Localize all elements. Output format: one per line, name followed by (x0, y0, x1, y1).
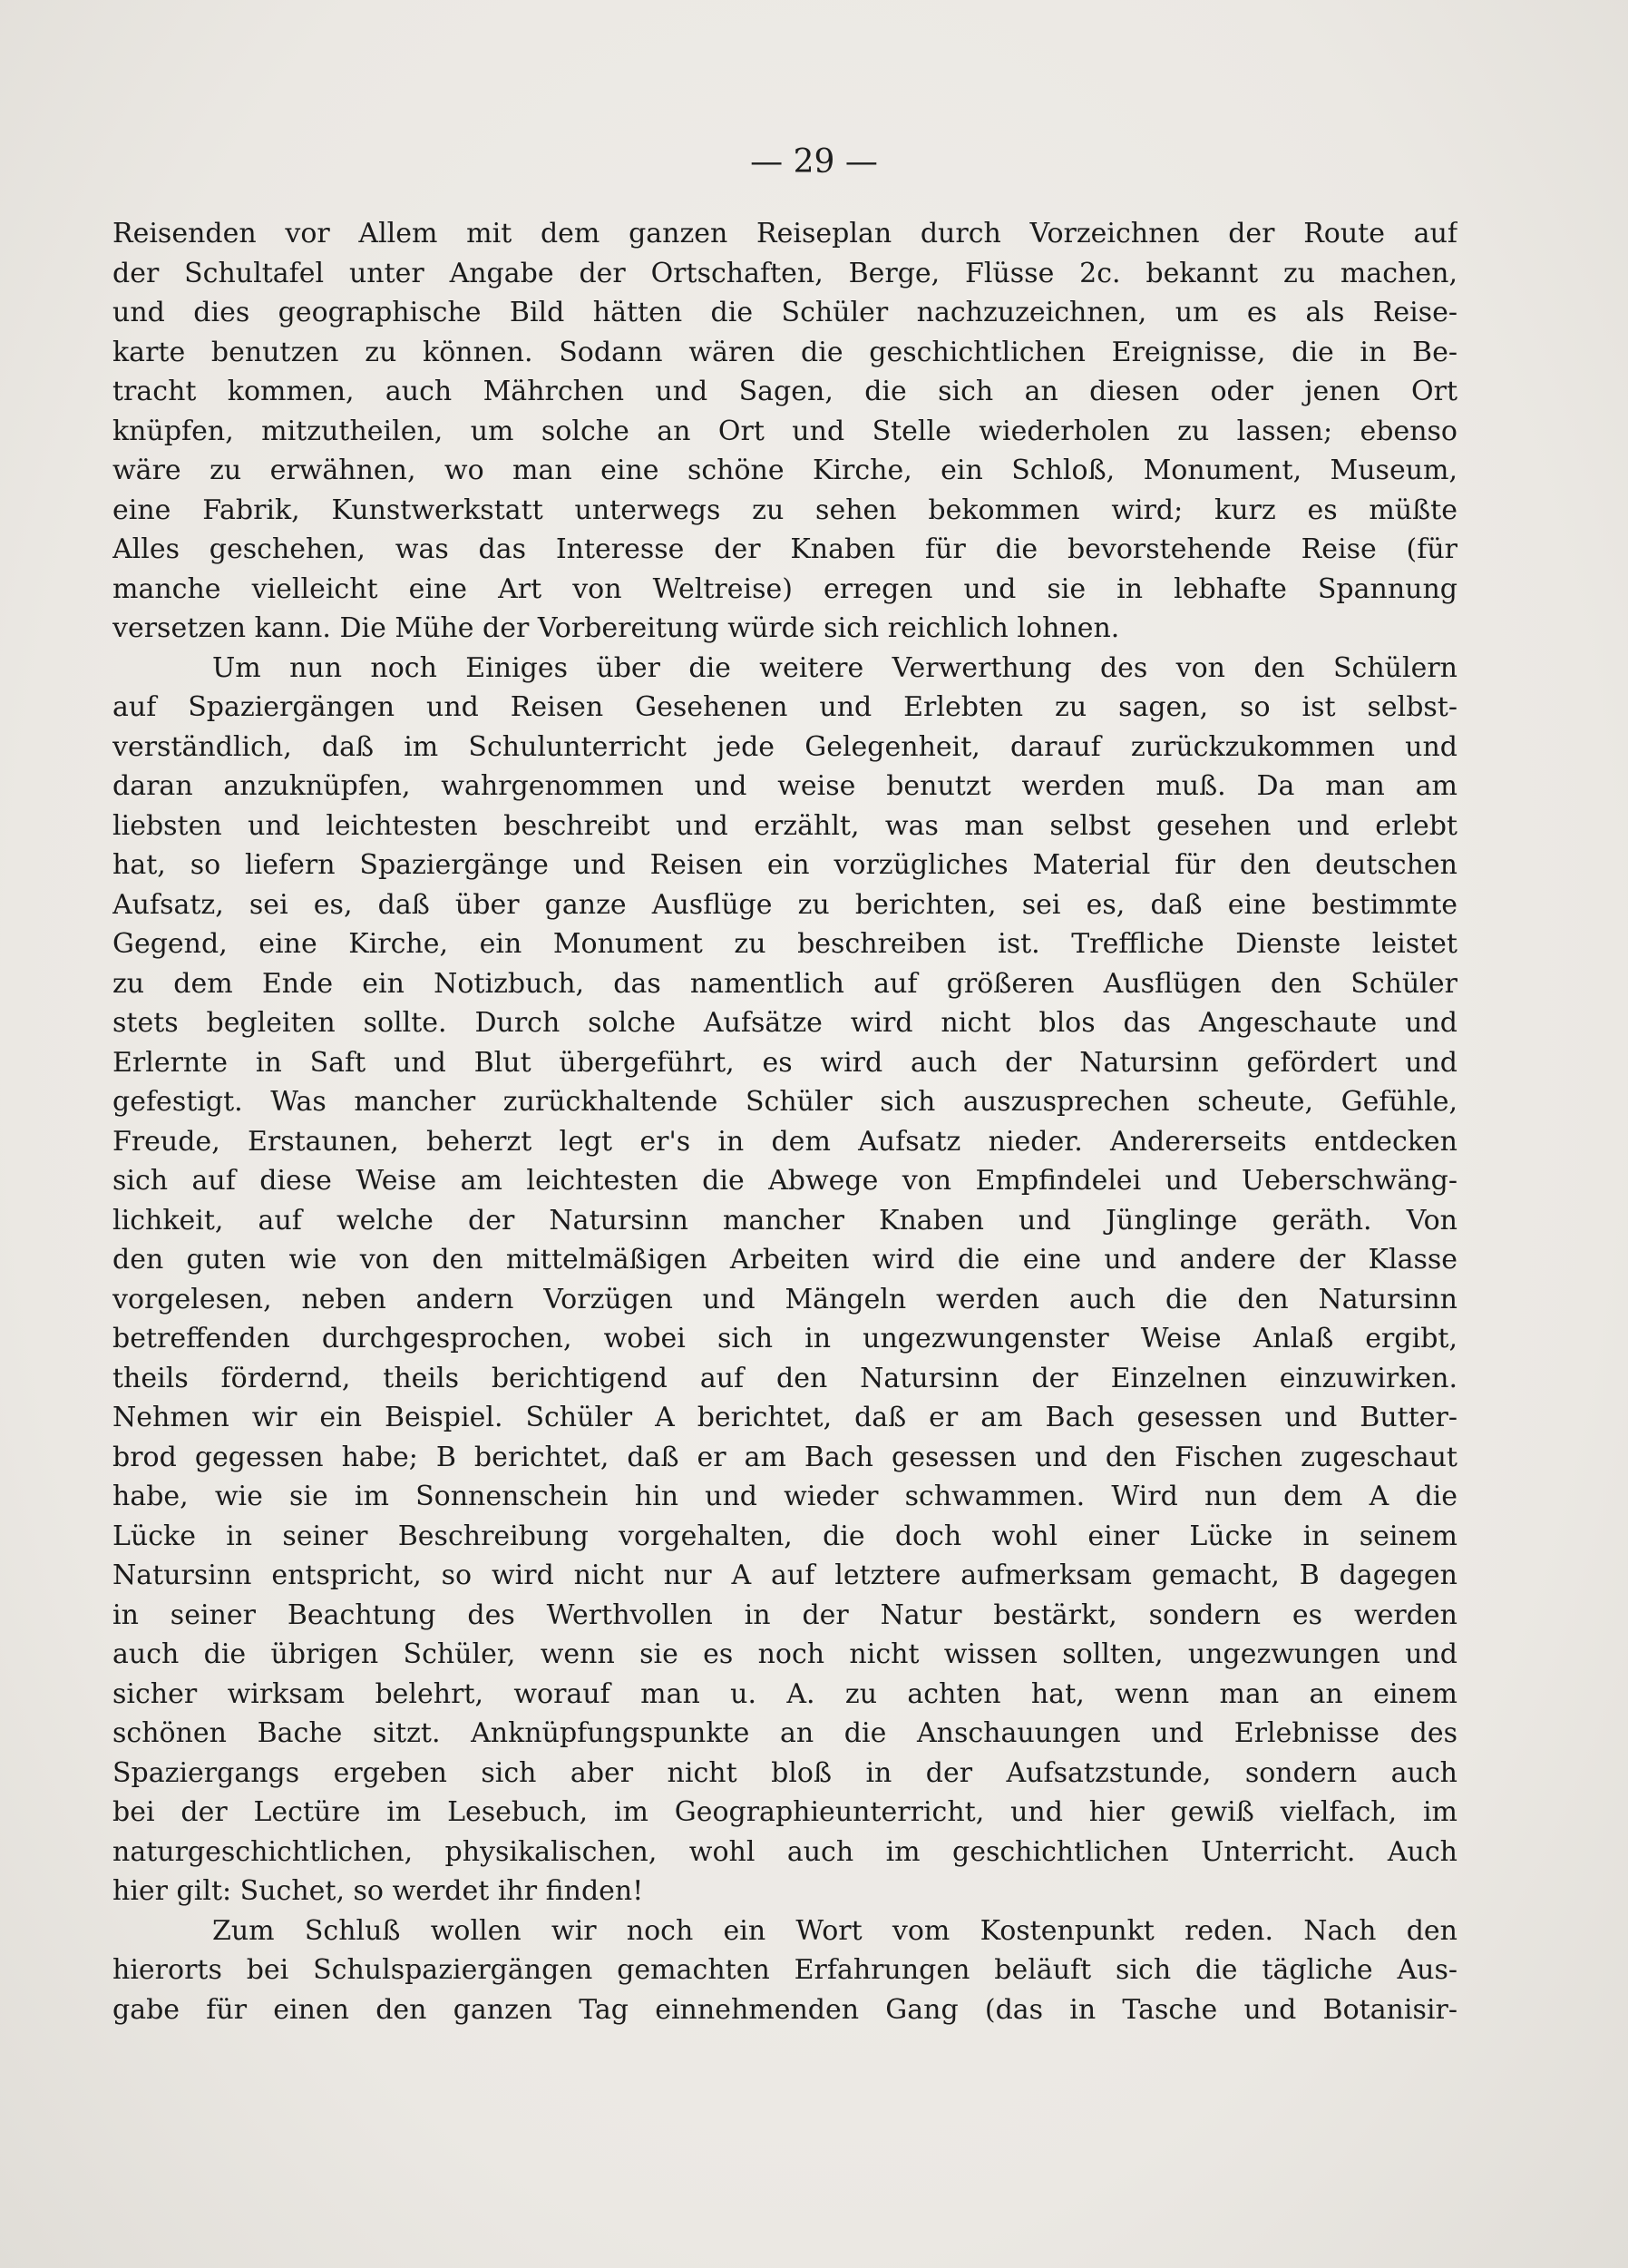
paragraph-start-line: Um nun noch Einiges über die weitere Verwerthung des von den Schülern (212, 651, 1457, 684)
text-line: Erlernte in Saft und Blut übergeführt, es wird auch der Natursinn gefördert und (112, 1046, 1457, 1079)
text-line: naturgeschichtlichen, physikalischen, wohl auch im geschichtlichen Unterricht. Auch (112, 1835, 1457, 1868)
text-line: Freude, Erstaunen, beherzt legt er's in dem Aufsatz nieder. Andererseits entdecken (112, 1125, 1457, 1158)
text-line: den guten wie von den mittelmäßigen Arbeiten wird die eine und andere der Klasse (112, 1244, 1457, 1276)
text-line: Natursinn entspricht, so wird nicht nur A auf letztere aufmerksam gemacht, B dagegen (112, 1559, 1457, 1591)
text-line: zu dem Ende ein Notizbuch, das namentlich auf größeren Ausflügen den Schüler (112, 967, 1457, 1000)
text-line: knüpfen, mitzutheilen, um solche an Ort und Stelle wiederholen zu lassen; ebenso (112, 415, 1457, 447)
text-line: verständlich, daß im Schulunterricht jede Gelegenheit, darauf zurückzukommen und (112, 730, 1457, 763)
text-line: wäre zu erwähnen, wo man eine schöne Kirche, ein Schloß, Monument, Museum, (112, 455, 1457, 486)
text-line: liebsten und leichtesten beschreibt und erzählt, was man selbst gesehen und erlebt (112, 809, 1457, 842)
text-line: schönen Bache sitzt. Anknüpfungspunkte an die Anschauungen und Erlebnisse des (112, 1717, 1457, 1749)
text-line: tracht kommen, auch Mährchen und Sagen, die sich an diesen oder jenen Ort (112, 376, 1457, 407)
text-line: gabe für einen den ganzen Tag einnehmenden Gang (das in Tasche und Botanisir- (112, 1993, 1457, 2026)
text-line: und dies geographische Bild hätten die Schüler nachzuzeichnen, um es als Reise- (112, 297, 1457, 328)
text-line: Lücke in seiner Beschreibung vorgehalten, die doch wohl einer Lücke in seinem (112, 1520, 1457, 1552)
text-line: habe, wie sie im Sonnenschein hin und wieder schwammen. Wird nun dem A die (112, 1481, 1457, 1512)
text-line: Reisenden vor Allem mit dem ganzen Reiseplan durch Vorzeichnen der Route auf (112, 218, 1457, 249)
text-line: lichkeit, auf welche der Natursinn mancher Knaben und Jünglinge geräth. Von (112, 1204, 1457, 1237)
body-text (112, 214, 1457, 2029)
text-line: in seiner Beachtung des Werthvollen in der Natur bestärkt, sondern es werden (112, 1598, 1457, 1631)
text-line: der Schultafel unter Angabe der Ortschaften, Berge, Flüsse 2c. bekannt zu machen, (112, 257, 1457, 289)
text-line: auch die übrigen Schüler, wenn sie es noch nicht wissen sollten, ungezwungen und (112, 1638, 1457, 1670)
text-line: manche vielleicht eine Art von Weltreise) erregen und sie in lebhafte Spannung (112, 572, 1457, 605)
text-line: sich auf diese Weise am leichtesten die Abwege von Empfindelei und Ueberschwäng- (112, 1165, 1457, 1197)
text-line: Aufsatz, sei es, daß über ganze Ausflüge zu berichten, sei es, daß eine bestimmte (112, 888, 1457, 921)
text-line: Gegend, eine Kirche, ein Monument zu beschreiben ist. Treffliche Dienste leistet (112, 928, 1457, 960)
paragraph-start-line: Zum Schluß wollen wir noch ein Wort vom Kostenpunkt reden. Nach den (212, 1914, 1457, 1947)
text-line: betreffenden durchgesprochen, wobei sich in ungezwungenster Weise Anlaß ergibt, (112, 1323, 1457, 1354)
text-line: hier gilt: Suchet, so werdet ihr finden! (112, 1875, 644, 1907)
text-line: Nehmen wir ein Beispiel. Schüler A berichtet, daß er am Bach gesessen und Butter- (112, 1402, 1457, 1433)
text-line: bei der Lectüre im Lesebuch, im Geographieunterricht, und hier gewiß vielfach, im (112, 1796, 1457, 1828)
text-line: karte benutzen zu können. Sodann wären die geschichtlichen Ereignisse, die in Be- (112, 336, 1457, 368)
text-line: eine Fabrik, Kunstwerkstatt unterwegs zu sehen bekommen wird; kurz es müßte (112, 494, 1457, 526)
text-line: hierorts bei Schulspaziergängen gemachten Erfahrungen beläuft sich die tägliche Aus- (112, 1954, 1457, 1986)
text-line: auf Spaziergängen und Reisen Gesehenen und Erlebten zu sagen, so ist selbst- (112, 691, 1457, 723)
text-line: Spaziergangs ergeben sich aber nicht bloß in der Aufsatzstunde, sondern auch (112, 1756, 1457, 1789)
text-line: gefestigt. Was mancher zurückhaltende Schüler sich auszusprechen scheute, Gefühle, (112, 1086, 1457, 1118)
text-line: brod gegessen habe; B berichtet, daß er am Bach gesessen und den Fischen zugeschaut (112, 1441, 1457, 1473)
text-line: stets begleiten sollte. Durch solche Aufsätze wird nicht blos das Angeschaute und (112, 1007, 1457, 1039)
text-line: theils fördernd, theils berichtigend auf den Natursinn der Einzelnen einzuwirken. (112, 1362, 1457, 1394)
text-line: versetzen kann. Die Mühe der Vorbereitung würde sich reichlich lohnen. (112, 612, 1120, 644)
text-line: sicher wirksam belehrt, worauf man u. A. zu achten hat, wenn man an einem (112, 1677, 1457, 1710)
page-number: — 29 — (750, 143, 878, 181)
text-line: Alles geschehen, was das Interesse der Knaben für die bevorstehende Reise (für (112, 533, 1457, 565)
text-line: vorgelesen, neben andern Vorzügen und Mängeln werden auch die den Natursinn (112, 1283, 1457, 1315)
text-line: daran anzuknüpfen, wahrgenommen und weise benutzt werden muß. Da man am (112, 770, 1457, 802)
text-line: hat, so liefern Spaziergänge und Reisen ein vorzügliches Material für den deutschen (112, 849, 1457, 881)
